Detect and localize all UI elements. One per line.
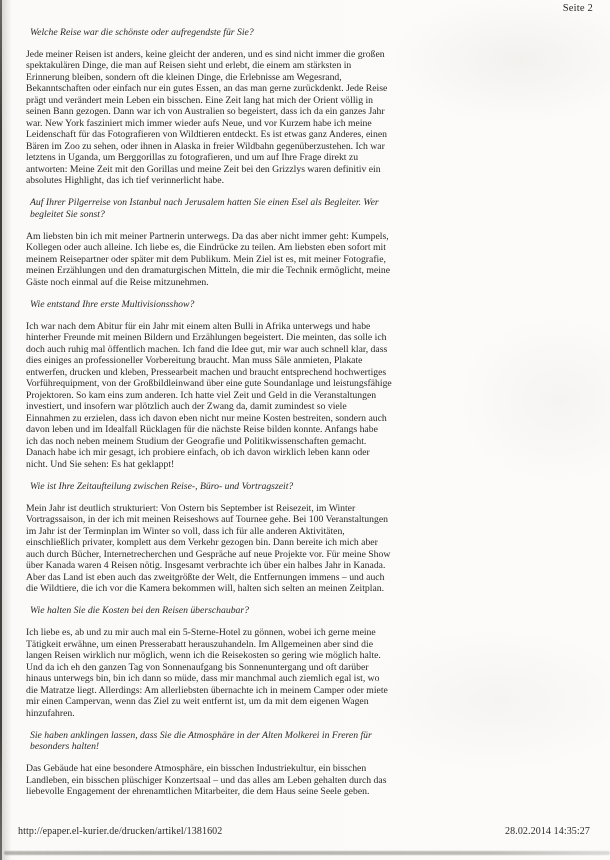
footer xyxy=(18,826,590,837)
interview-answer: Am liebsten bin ich mit meiner Partnerin unterwegs. Da das aber nicht immer geht: Kumpels, Kollegen oder auch alleine. Ich liebe es, die Eindrücke zu teilen. Am liebsten eben sofort mit meinem Reisepartner oder später mit dem Publikum. Mein Ziel ist es, mit meiner Fotografie, meinen Erzählungen und den dramaturgischen Mitteln, die mir die Technik ermöglicht, meine Gäste noch einmal auf die Reise mitzunehmen. xyxy=(26,230,391,288)
interview-answer: Ich liebe es, ab und zu mir auch mal ein 5-Sterne-Hotel zu gönnen, wobei ich gerne meine Tätigkeit erwähne, um einen Presserabatt herauszuhandeln. Im Allgemeinen aber sind die langen Reisen wirklich nur möglich, wenn ich die Reisekosten so gering wie möglich halte. Und da ich eh den ganzen Tag von Sonnenaufgang bis Sonnenuntergang und oft darüber hinaus unterwegs bin, bin ich dann so müde, dass mir manchmal auch ziemlich egal ist, wo die Matratze liegt. Allerdings: Am allerliebsten übernachte ich in meinem Camper oder miete mir einen Campervan, wenn das Ziel zu weit entfernt ist, um da mit dem eigenen Wagen hinzufahren. xyxy=(26,627,388,719)
interview-question: Wie ist Ihre Zeitaufteilung zwischen Reise-, Büro- und Vortragszeit? xyxy=(30,480,294,492)
page-number: Seite 2 xyxy=(562,3,593,14)
interview-answer: Mein Jahr ist deutlich strukturiert: Von Ostern bis September ist Reisezeit, im Winter Vortragssaison, in der ich mit meinen Reiseshows auf Tournee gehe. Bei 100 Veranstaltungen im Jahr ist der Terminplan im Winter so voll, dass ich für alle anderen Aktivitäten, einschließlich privater, komplett aus dem Verkehr gezogen bin. Dann bereite ich mich aber auch durch Bücher, Internetrecherchen und Gespräche auf neue Projekte vor. Für meine Show über Kanada waren 4 Reisen nötig. Insgesamt verbrachte ich über ein halbes Jahr in Kanada. Aber das Land ist eben auch das zweitgrößte der Welt, die Entfernungen immens – und auch die Wildtiere, die ich vor die Kamera bekommen will, halten sich selten an meinen Zeitplan. xyxy=(26,502,391,594)
interview-question: Sie haben anklingen lassen, dass Sie die Atmosphäre in der Alten Molkerei in Freren für besonders halten! xyxy=(30,729,372,752)
interview-answer: Jede meiner Reisen ist anders, keine gleicht der anderen, und es sind nicht immer die großen spektakulären Dinge, die man auf Reisen sieht und erlebt, die einem am stärksten in Erinnerung bleiben, sondern oft die kleinen Dinge, die Erlebnisse am Wegesrand, Bekanntschaften oder einfach nur ein gutes Essen, an das man gerne zurückdenkt. Jede Reise prägt und verändert mein Leben ein bisschen. Eine Zeit lang hat mich der Orient völlig in seinen Bann gezogen. Dann war ich von Australien so begeistert, dass ich da ein ganzes Jahr war. New York fasziniert mich immer wieder aufs Neue, und vor Kurzem habe ich meine Leidenschaft für das Fotografieren von Wildtieren entdeckt. Es ist etwas ganz Anderes, einen Bären im Zoo zu sehen, oder ihnen in Alaska in freier Wildbahn gegenüberzustehen. Ich war letztens in Uganda, um Berggorillas zu fotografieren, und um auf Ihre Frage direkt zu antworten: Meine Zeit mit den Gorillas und meine Zeit bei den Grizzlys waren definitiv ein absolutes Highlight, das ich tief verinnerlicht habe. xyxy=(26,48,388,186)
footer-url: http://epaper.el-kurier.de/drucken/artikel/1381602 xyxy=(18,826,223,837)
interview-question: Welche Reise war die schönste oder aufregendste für Sie? xyxy=(30,26,254,38)
interview-question: Wie halten Sie die Kosten bei den Reisen überschaubar? xyxy=(30,605,249,616)
scan-edge-left-shadow xyxy=(2,0,11,860)
article-body xyxy=(26,16,392,808)
interview-question: Auf Ihrer Pilgerreise von Istanbul nach Jerusalem hatten Sie einen Esel als Begleiter. Wer begleitet Sie sonst? xyxy=(30,197,379,220)
interview-answer: Ich war nach dem Abitur für ein Jahr mit einem alten Bulli in Afrika unterwegs und habe hinterher Freunde mit meinen Bildern und Erzählungen begeistert. Die meinten, das solle ich doch auch ruhig mal öffentlich machen. Ich fand die Idee gut, mir war auch schnell klar, dass dies einiges an professioneller Vorbereitung braucht. Man muss Säle anmieten, Plakate entwerfen, drucken und kleben, Pressearbeit machen und braucht entsprechend hochwertiges Vorführequipment, von der Großbildleinwand über eine gute Soundanlage und leistungsfähige Projektoren. So kam eins zum anderen. Ich hatte viel Zeit und Geld in die Veranstaltungen investiert, und insofern war plötzlich auch der Zwang da, damit zumindest so viele Einnahmen zu erzielen, dass ich davon eben nicht nur meine Kosten bestreiten, sondern auch davon leben und im Idealfall Rücklagen für die nächste Reise bilden konnte. Anfangs habe ich das noch neben meinem Studium der Geografie und Politikwissenschaften gemacht. Danach habe ich mir gesagt, ich probiere einfach, ob ich davon wirklich leben kann oder nicht. Und Sie sehen: Es hat geklappt! xyxy=(26,320,392,470)
interview-question: Wie entstand Ihre erste Multivisionsshow? xyxy=(30,298,195,310)
footer-timestamp: 28.02.2014 14:35:27 xyxy=(505,826,590,837)
scan-edge-bottom xyxy=(4,851,610,855)
interview-answer: Das Gebäude hat eine besondere Atmosphäre, ein bisschen Industriekultur, ein bisschen Landleben, ein bisschen plüschiger Konzertsaal – und das alles am Leben gehalten durch das liebevolle Engagement der ehrenamtlichen Mitarbeiter, die dem Haus seine Seele geben. xyxy=(26,763,387,797)
